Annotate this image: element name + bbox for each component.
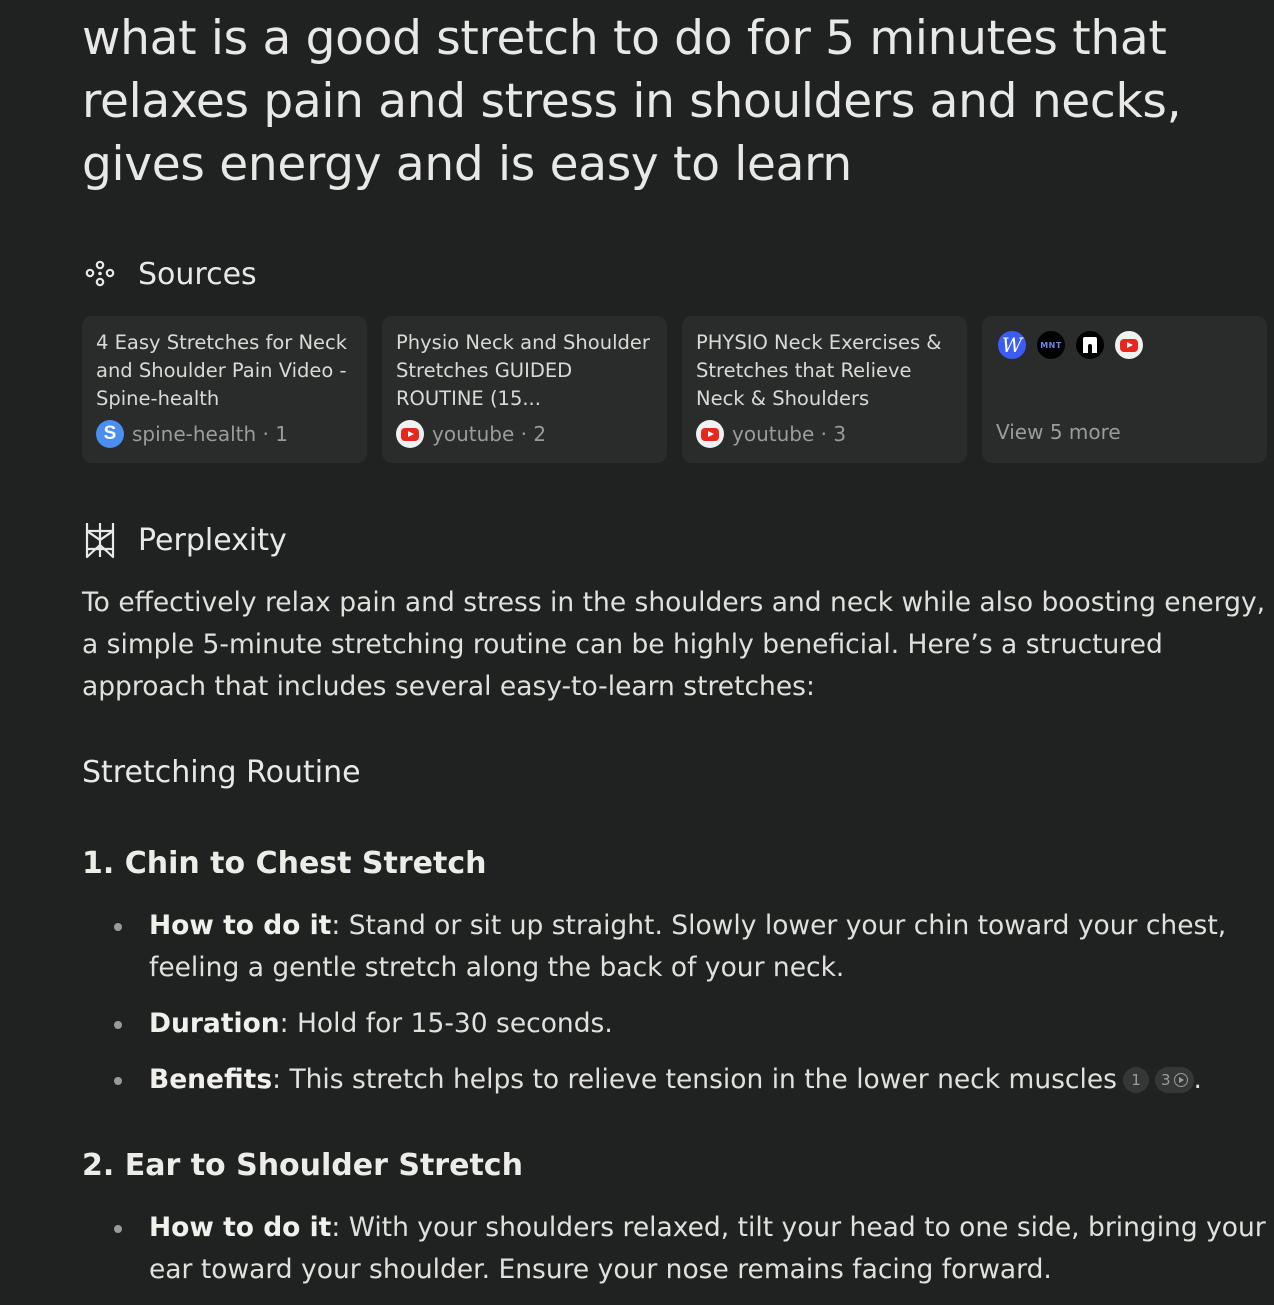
source-cards [82,316,1274,463]
list-item [82,905,1274,989]
bullet-text: : With your shoulders relaxed, tilt your head to one side, bringing your ear toward your shoulder. Ensure your nose remains facing forward. [149,1212,1266,1285]
bullet-text: : This stretch helps to relieve tension in the lower neck muscles [272,1064,1117,1095]
bullet-text: : Stand or sit up straight. Slowly lower your chin toward your chest, feeling a gentle stretch along the back of your neck. [149,910,1227,983]
source-card-meta: S spine-health · 1 [96,420,288,448]
bullet-end: . [1193,1064,1202,1095]
routine-title: Stretching Routine [82,755,361,790]
play-circle-icon [1174,1073,1188,1087]
list-item [82,1207,1274,1291]
w-icon: W [996,329,1028,361]
source-index: 2 [533,422,547,446]
view-more-card[interactable] [982,316,1267,463]
answer-header [82,522,287,558]
h-icon [1074,329,1106,361]
perplexity-logo-icon [82,522,118,558]
bullet-list [82,1207,1274,1305]
section-title: 2. Ear to Shoulder Stretch [82,1148,523,1183]
mnt-icon: MNT [1035,329,1067,361]
source-index: 1 [275,422,288,446]
more-source-icons [996,329,1253,361]
source-card-title: 4 Easy Stretches for Neck and Shoulder Pain Video - Spine-health [96,331,348,410]
source-card-meta: youtube · 3 [696,420,846,448]
source-card[interactable] [682,316,967,463]
source-site: youtube [432,422,515,446]
source-card[interactable] [82,316,367,463]
citation-badge[interactable]: 1 [1123,1067,1149,1093]
answer-heading: Perplexity [138,522,287,558]
query-title: what is a good stretch to do for 5 minutes that relaxes pain and stress in shoulders and necks, gives energy and is easy to learn [82,11,1182,192]
source-card[interactable] [382,316,667,463]
bullet-label: Duration [149,1008,280,1039]
youtube-icon [696,420,724,448]
section-title: 1. Chin to Chest Stretch [82,846,487,881]
source-card-title: Physio Neck and Shoulder Stretches GUIDED ROUTINE (15... [396,331,650,410]
sources-icon [82,256,118,292]
sources-header [82,256,257,292]
bullet-label: How to do it [149,910,332,941]
bullet-label: Benefits [149,1064,273,1095]
list-item [82,1003,1274,1045]
source-site: youtube [732,422,815,446]
source-card-title: PHYSIO Neck Exercises & Stretches that Relieve Neck & Shoulders [696,331,942,410]
citation-badge-video[interactable] [1155,1067,1194,1093]
youtube-icon [396,420,424,448]
bullet-list [82,905,1274,1115]
bullet-text: : Hold for 15-30 seconds. [279,1008,613,1039]
bullet-label: How to do it [149,1212,332,1243]
citation-number: 3 [1160,1071,1171,1089]
source-index: 3 [833,422,847,446]
youtube-icon [1113,329,1145,361]
sources-heading: Sources [138,256,257,292]
source-card-meta: youtube · 2 [396,420,546,448]
source-site: spine-health [132,422,257,446]
list-item [82,1059,1274,1101]
view-more-label: View 5 more [996,420,1121,444]
answer-intro: To effectively relax pain and stress in the shoulders and neck while also boosting energy, a simple 5-minute stretching routine can be highly beneficial. Here’s a structured approach that includes several easy-to-learn stretches: [82,587,1266,702]
spine-health-icon: S [96,420,124,448]
